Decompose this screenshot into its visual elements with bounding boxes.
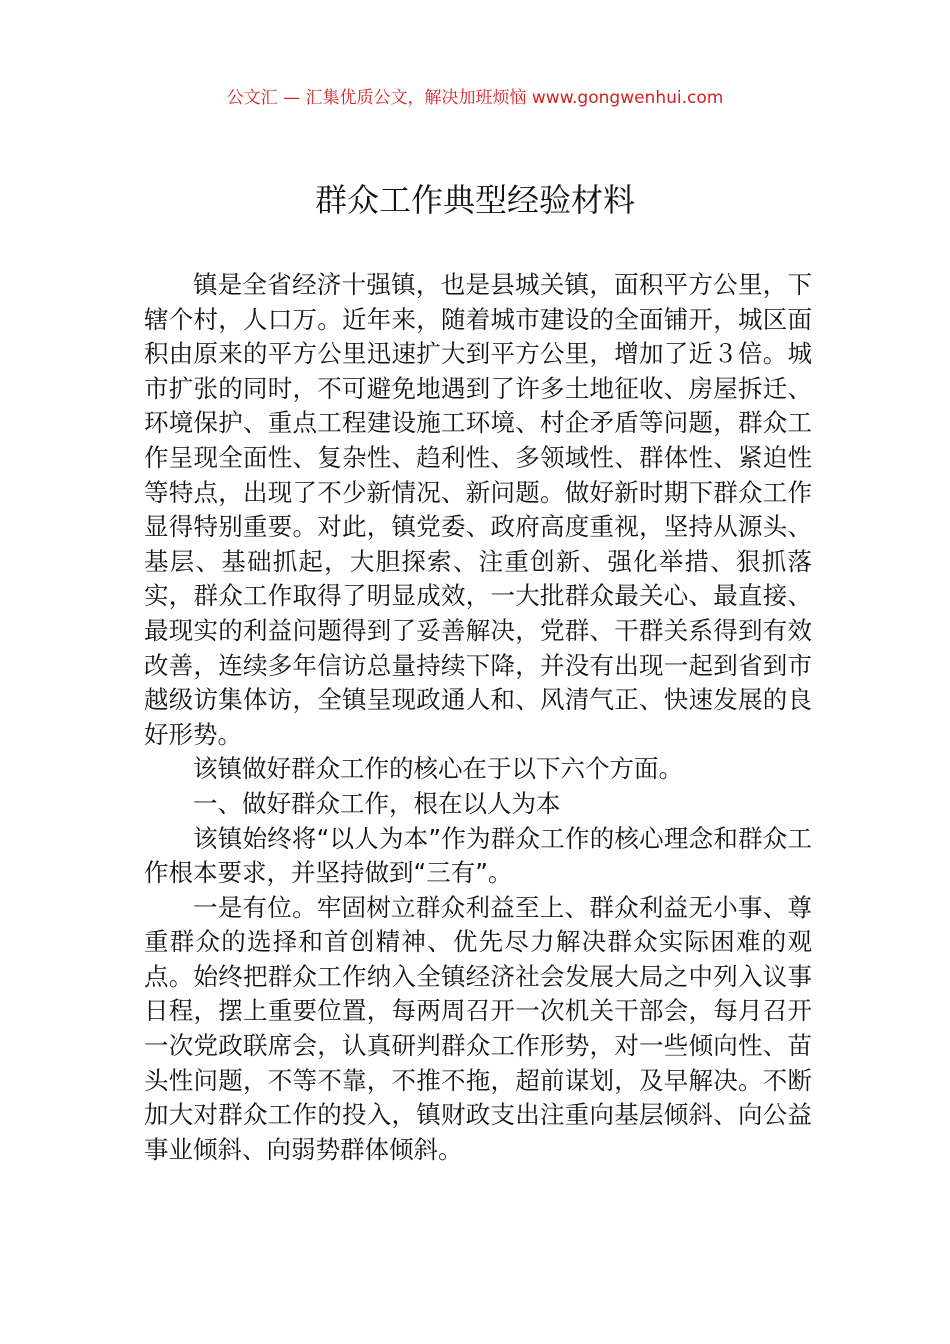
paragraph-intro: 镇是全省经济十强镇，也是县城关镇，面积平方公里，下辖个村，人口万。近年来，随着城市建设的全面铺开，城区面积由原来的平方公里迅速扩大到平方公里，增加了近３倍。城市扩张的同时，不可避免地遇到了许多土地征收、房屋拆迁、环境保护、重点工程建设施工环境、村企矛盾等问题，群众工作呈现全面性、复杂性、趋利性、多领域性、群体性、紧迫性等特点，出现了不少新情况、新问题。做好新时期下群众工作显得特别重要。对此，镇党委、政府高度重视，坚持从源头、基层、基础抓起，大胆探索、注重创新、强化举措、狠抓落实，群众工作取得了明显成效，一大批群众最关心、最直接、最现实的利益问题得到了妥善解决，党群、干群关系得到有效改善，连续多年信访总量持续下降，并没有出现一起到省到市越级访集体访，全镇呈现政通人和、风清气正、快速发展的良好形势。 <box>144 270 812 749</box>
paragraph-six-aspects: 该镇做好群众工作的核心在于以下六个方面。 <box>193 754 683 784</box>
document-body <box>144 268 812 1167</box>
document-title: 群众工作典型经验材料 <box>314 181 635 219</box>
paragraph-people-oriented: 该镇始终将“以人为本”作为群众工作的核心理念和群众工作根本要求，并坚持做到“三有”。 <box>144 823 812 888</box>
header-banner: 公文汇 — 汇集优质公文，解决加班烦恼 www.gongwenhui.com <box>226 88 724 108</box>
paragraph-youwei: 一是有位。牢固树立群众利益至上、群众利益无小事、尊重群众的选择和首创精神、优先尽力解决群众实际困难的观点。始终把群众工作纳入全镇经济社会发展大局之中列入议事日程，摆上重要位置，每两周召开一次机关干部会，每月召开一次党政联席会，认真研判群众工作形势，对一些倾向性、苗头性问题，不等不靠，不推不拖，超前谋划，及早解决。不断加大对群众工作的投入，镇财政支出注重向基层倾斜、向公益事业倾斜、向弱势群体倾斜。 <box>144 892 812 1164</box>
section-heading-1: 一、做好群众工作，根在以人为本 <box>193 788 561 818</box>
